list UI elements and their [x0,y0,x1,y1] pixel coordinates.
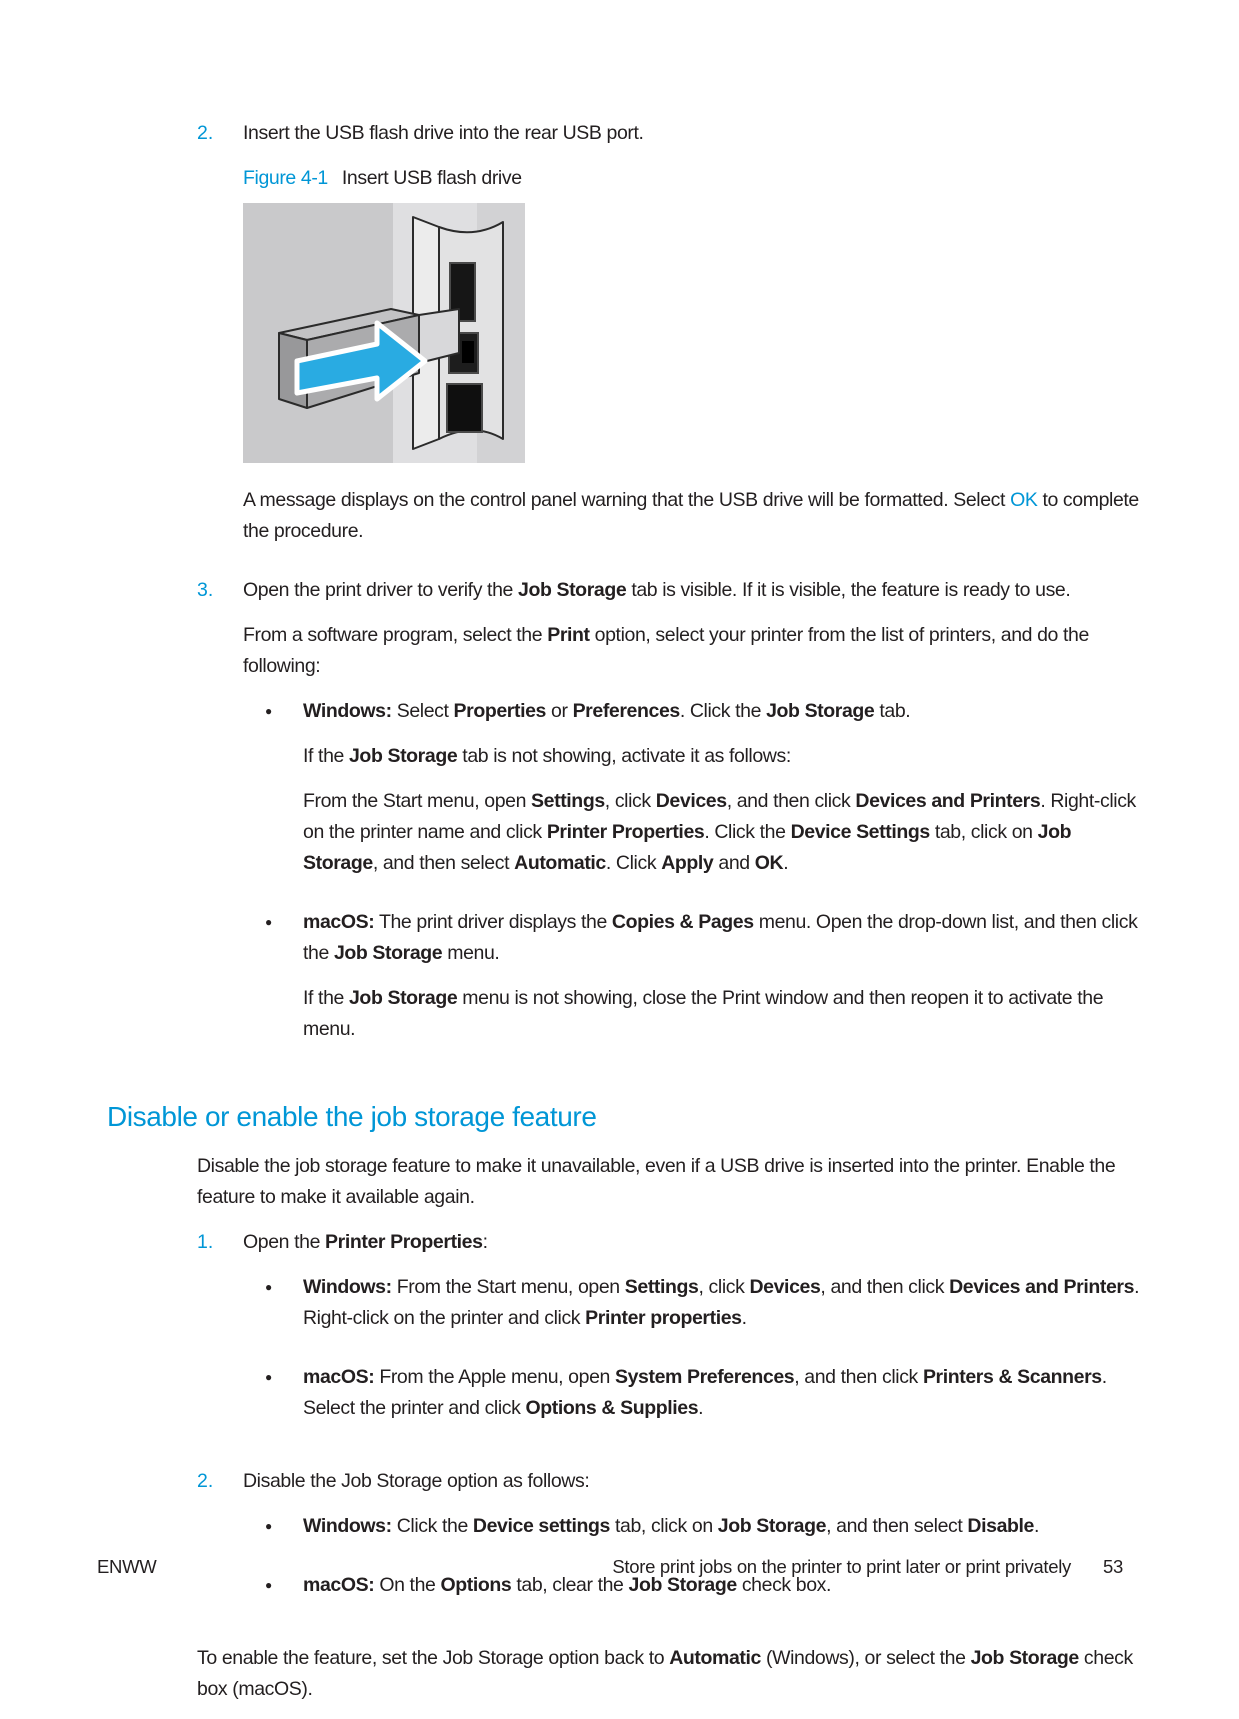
step-body [243,118,1150,561]
bullet-icon: ● [265,915,273,929]
usb-insert-figure [243,203,525,463]
step-body [243,1227,1150,1452]
page-content [107,118,1150,1719]
bullet-macos-text: macOS: The print driver displays the Copies & Pages menu. Open the drop-down list, and then click the Job Storage menu. [303,911,1138,964]
bullet-icon: ● [265,1280,273,1294]
bullet-icon: ● [265,1519,273,1533]
bullet-icon: ● [265,1370,273,1384]
paragraph-if-menu: If the Job Storage menu is not showing, close the Print window and then reopen it to activate the menu. [303,987,1104,1040]
bullet-macos-disable-text: macOS: On the Options tab, clear the Job Storage check box. [303,1574,832,1596]
paragraph-disable-intro: Disable the job storage feature to make it unavailable, even if a USB drive is inserted into the printer. Enable the feature to make it available again. [197,1155,1116,1208]
footer-page-number: 53 [1103,1556,1123,1577]
step-body [243,575,1150,1073]
step-disable-storage [197,1466,1150,1629]
bullet-body [303,1511,1150,1556]
bullet-windows-open-text: Windows: From the Start menu, open Settings, click Devices, and then click Devices and Printers. Right-click on the printer and click Printer properties. [303,1276,1140,1329]
bullet-body [303,1362,1150,1438]
paragraph-format-warning: A message displays on the control panel warning that the USB drive will be formatted. Select OK to complete the procedure. [243,489,1139,542]
bullet-body [303,696,1150,893]
step-insert-text: Insert the USB flash drive into the rear USB port. [243,122,644,144]
footer-doc-code: ENWW [97,1556,157,1577]
step-number: 3. [197,579,214,601]
port-ethernet-icon [447,384,482,432]
bullet-windows-disable-text: Windows: Click the Device settings tab, click on Job Storage, and then select Disable. [303,1515,1040,1537]
bullet-windows-text: Windows: Select Properties or Preferences. Click the Job Storage tab. [303,700,911,722]
figure-label: Figure 4-1 [243,167,328,189]
step-verify-driver [197,575,1150,1073]
bullet-icon: ● [265,1578,273,1592]
bullet-windows-select [265,696,1150,893]
paragraph-to-enable: To enable the feature, set the Job Storage option back to Automatic (Windows), or select the Job Storage check box (macOS). [197,1647,1133,1700]
step-body [243,1466,1150,1629]
section-heading: Disable or enable the job storage feature [107,1101,597,1132]
footer-right [612,1556,1123,1578]
paragraph-if-tab: If the Job Storage tab is not showing, activate it as follows: [303,745,791,767]
step-disable-text: Disable the Job Storage option as follows: [243,1470,590,1492]
bullet-body [303,907,1150,1059]
bullet-macos-driver [265,907,1150,1059]
bullet-macos-open [265,1362,1150,1438]
step-verify-text: Open the print driver to verify the Job Storage tab is visible. If it is visible, the feature is ready to use. [243,579,1071,601]
bullet-icon: ● [265,704,273,718]
bullet-windows-open [265,1272,1150,1348]
figure-caption [243,163,1150,194]
figure-caption-text: Insert USB flash drive [341,167,522,189]
page-footer [97,1556,1123,1578]
paragraph-start-menu: From the Start menu, open Settings, click Devices, and then click Devices and Printers. Right-click on the printer name and click Printer Properties. Click the Device Settings tab, click on Job Storage, and then select Automatic. Click Apply and OK. [303,790,1136,874]
paragraph-software-program: From a software program, select the Print option, select your printer from the list of printers, and do the following: [243,624,1089,677]
step-open-text: Open the Printer Properties: [243,1231,488,1253]
step-open-properties [197,1227,1150,1452]
step-number: 2. [197,122,214,144]
bullet-body [303,1272,1150,1348]
step-number: 2. [197,1470,214,1492]
bullet-macos-open-text: macOS: From the Apple menu, open System Preferences, and then click Printers & Scanners. Select the printer and click Options & Supplies. [303,1366,1107,1419]
step-insert-usb [197,118,1150,561]
bullet-windows-disable [265,1511,1150,1556]
step-number: 1. [197,1231,214,1253]
footer-section-title: Store print jobs on the printer to print later or print privately [612,1556,1072,1577]
